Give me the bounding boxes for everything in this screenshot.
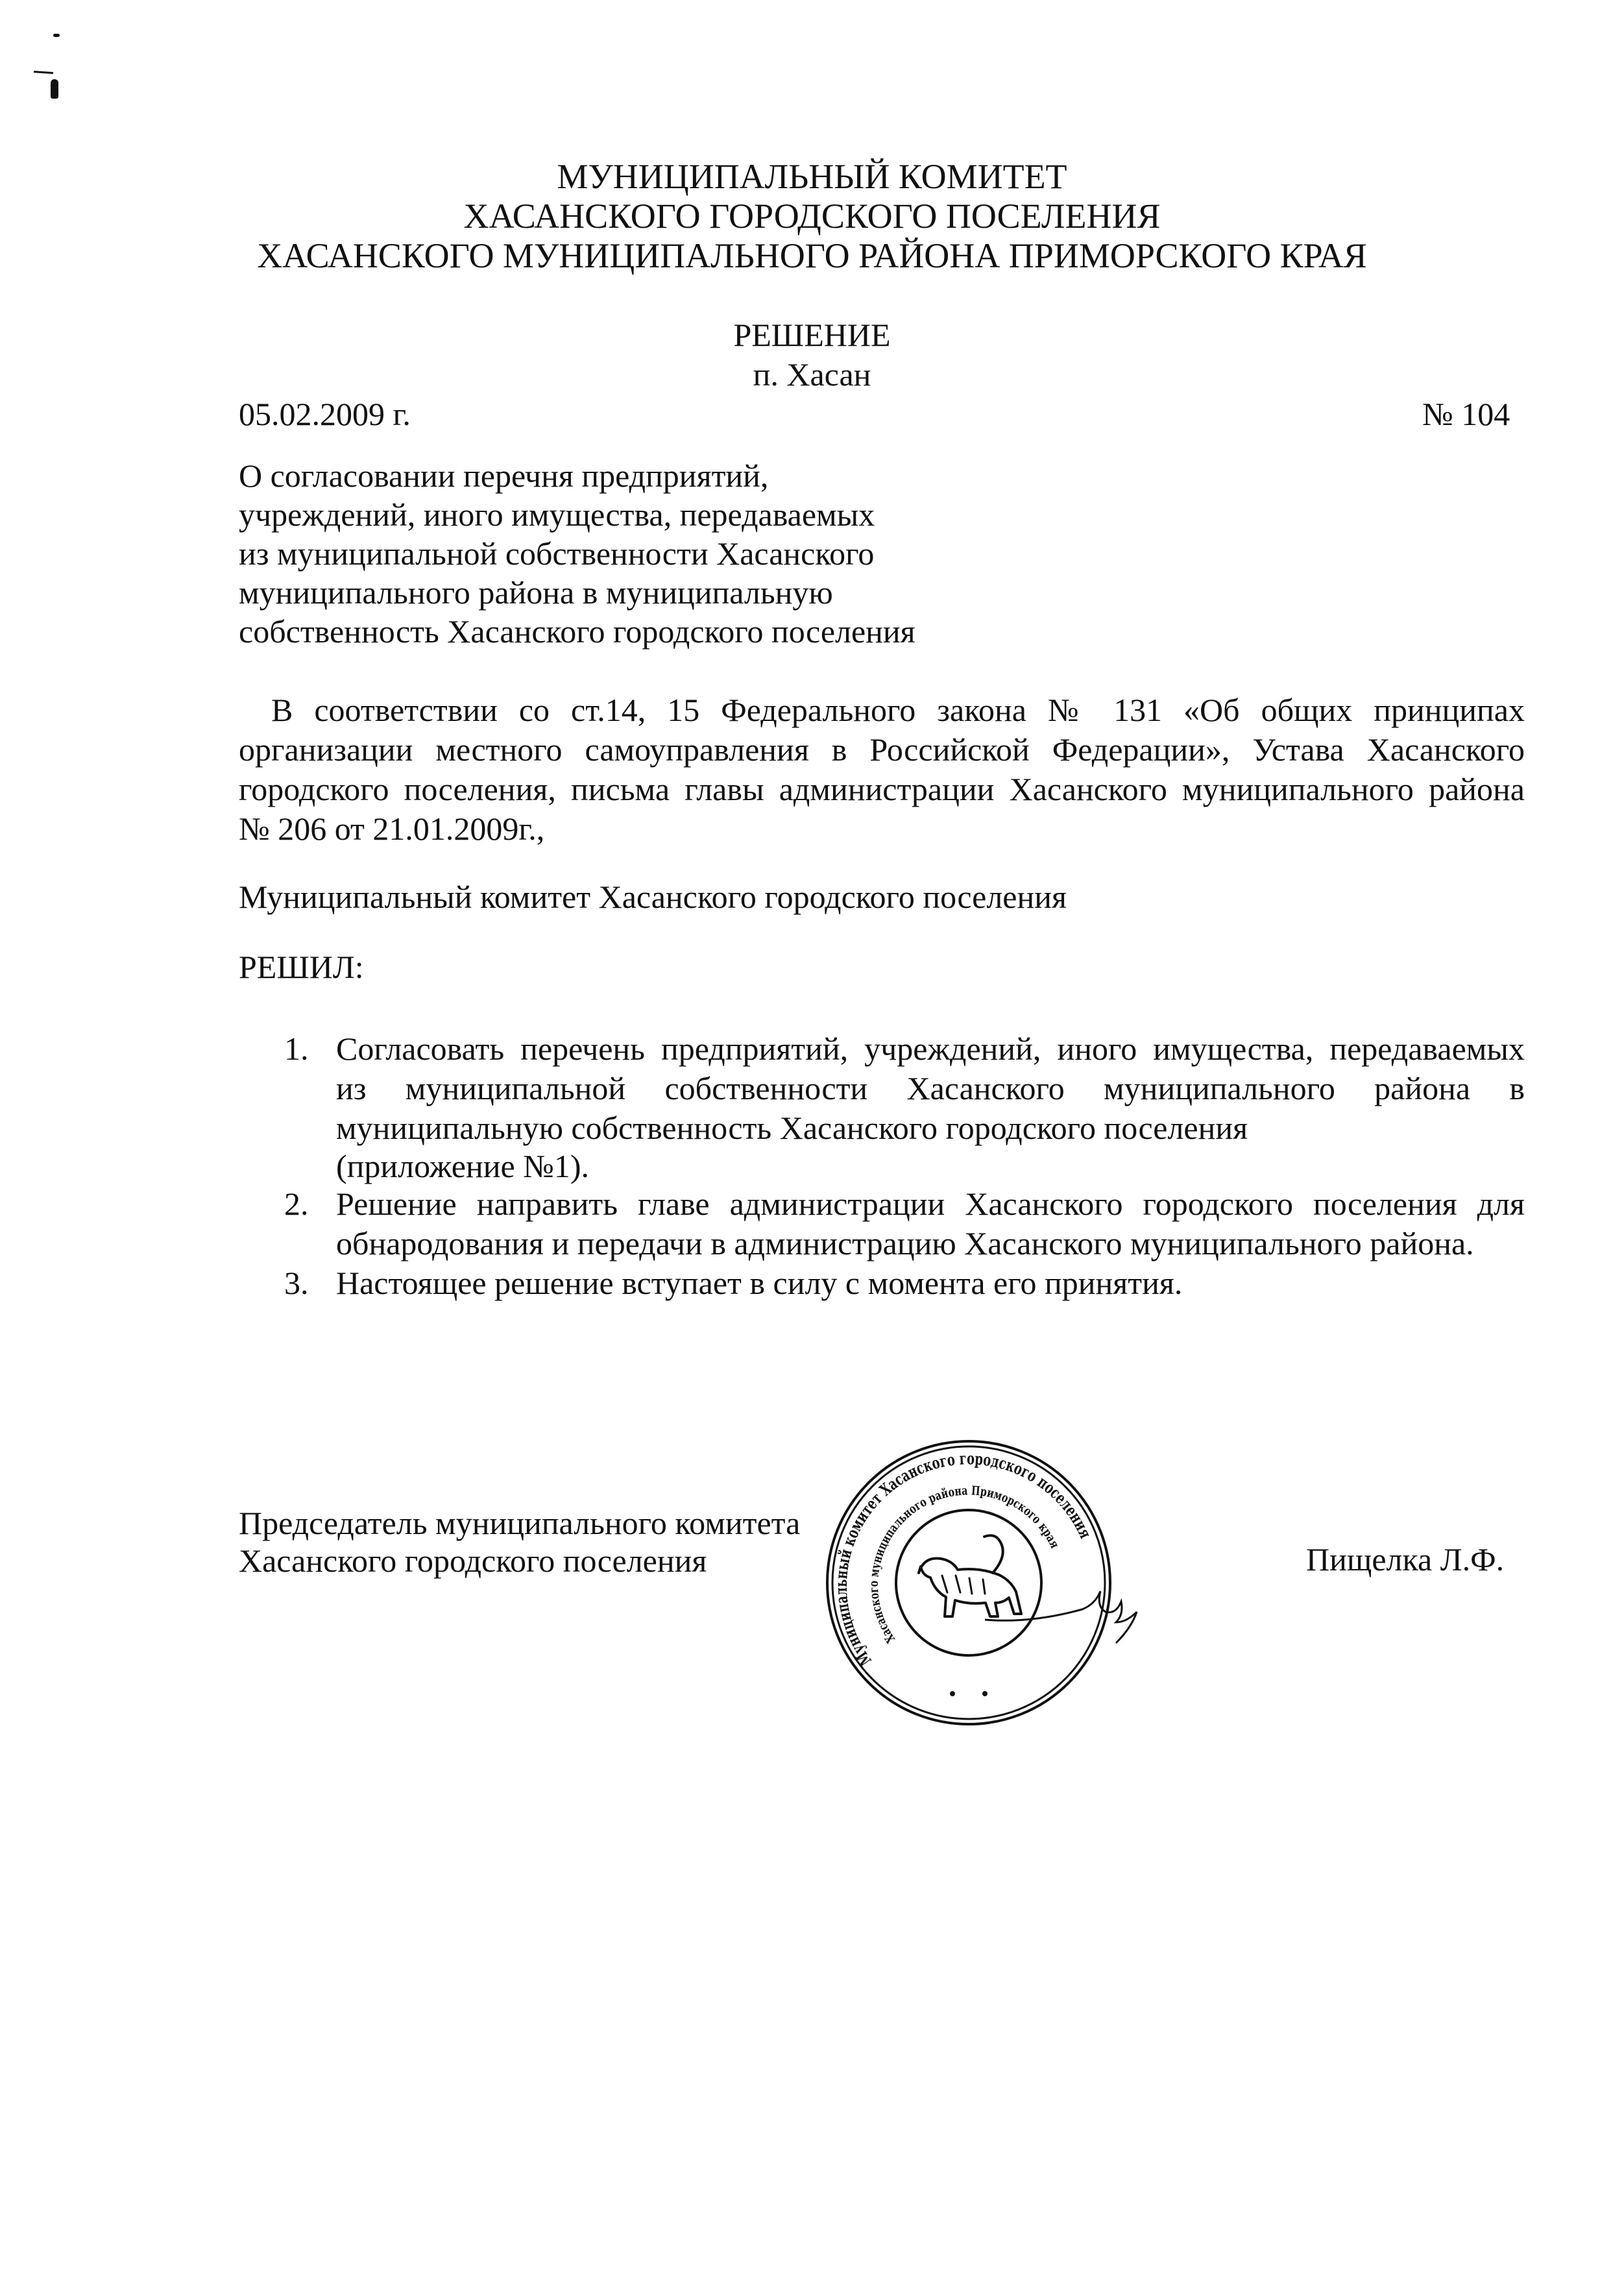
seal-star — [950, 1691, 955, 1696]
list-item-line: Решение направить главе администрации Хасанского городского поселения для — [336, 1186, 1525, 1222]
list-item-line: из муниципальной собственности Хасанского муниципального района в — [336, 1070, 1525, 1106]
header-line-3: ХАСАНСКОГО МУНИЦИПАЛЬНОГО РАЙОНА ПРИМОРСКОГО КРАЯ — [257, 236, 1367, 275]
list-item-number: 2. — [284, 1186, 309, 1222]
seal-stars — [950, 1691, 988, 1696]
list-item — [284, 1029, 1525, 1184]
header-line-1: МУНИЦИПАЛЬНЫЙ КОМИТЕТ — [557, 157, 1067, 196]
subject-line: О согласовании перечня предприятий, — [239, 457, 769, 494]
list-item — [284, 1263, 1525, 1303]
signatory-position-line: Хасанского городского поселения — [239, 1542, 707, 1579]
seal-outer-textpath: Муниципальный комитет Хасанского городского поселения — [831, 1449, 1097, 1670]
place: п. Хасан — [753, 356, 871, 393]
decided-heading: РЕШИЛ: — [239, 949, 364, 985]
subject-line: из муниципальной собственности Хасанского — [239, 535, 875, 572]
seal-star — [982, 1691, 988, 1696]
seal-inner-textpath: Хасанского муниципального района Приморского края — [866, 1483, 1063, 1646]
signatory-position — [239, 1504, 800, 1579]
preamble — [239, 690, 1525, 849]
scan-speck — [51, 79, 58, 99]
preamble-line: городского поселения, письма главы администрации Хасанского муниципального района — [239, 771, 1525, 807]
preamble-line: В соответствии со ст.14, 15 Федерального закона № 131 «Об общих принципах — [271, 692, 1525, 728]
list-item-line: муниципальную собственность Хасанского городского поселения — [336, 1110, 1248, 1146]
list-item — [284, 1184, 1525, 1263]
seal-inner-ring — [896, 1510, 1041, 1655]
official-seal — [823, 1437, 1115, 1729]
signatory-name: Пищелка Л.Ф. — [1306, 1541, 1505, 1578]
body-subject: Муниципальный комитет Хасанского городского поселения — [239, 879, 1067, 915]
list-item-line: (приложение №1). — [336, 1148, 590, 1184]
signatory-position-line: Председатель муниципального комитета — [239, 1505, 801, 1541]
scan-speck — [34, 71, 53, 74]
list-item-number: 3. — [284, 1265, 309, 1301]
preamble-line: № 206 от 21.01.2009г., — [239, 810, 545, 847]
list-item-line: обнародования и передачи в администрацию Хасанского муниципального района. — [336, 1225, 1474, 1261]
subject-line: учреждений, иного имущества, передаваемых — [239, 496, 875, 533]
preamble-line: организации местного самоуправления в Российской Федерации», Устава Хасанского — [239, 731, 1525, 768]
list-item-line: Согласовать перечень предприятий, учреждений, иного имущества, передаваемых — [336, 1030, 1525, 1067]
document-number: № 104 — [1422, 396, 1510, 432]
header-line-2: ХАСАНСКОГО ГОРОДСКОГО ПОСЕЛЕНИЯ — [463, 197, 1161, 236]
document-subject — [239, 456, 1017, 651]
list-item-number: 1. — [284, 1030, 309, 1067]
seal-inner-text — [867, 1483, 1062, 1645]
subject-line: муниципального района в муниципальную — [239, 574, 833, 611]
subject-line: собственность Хасанского городского поселения — [239, 613, 915, 650]
doc-type: РЕШЕНИЕ — [733, 317, 891, 353]
document-date: 05.02.2009 г. — [239, 396, 411, 432]
scan-speck — [53, 34, 60, 37]
list-item-line: Настоящее решение вступает в силу с момента его принятия. — [336, 1265, 1183, 1301]
resolution-list — [284, 1029, 1525, 1303]
tiger-emblem-icon — [919, 1535, 1021, 1616]
